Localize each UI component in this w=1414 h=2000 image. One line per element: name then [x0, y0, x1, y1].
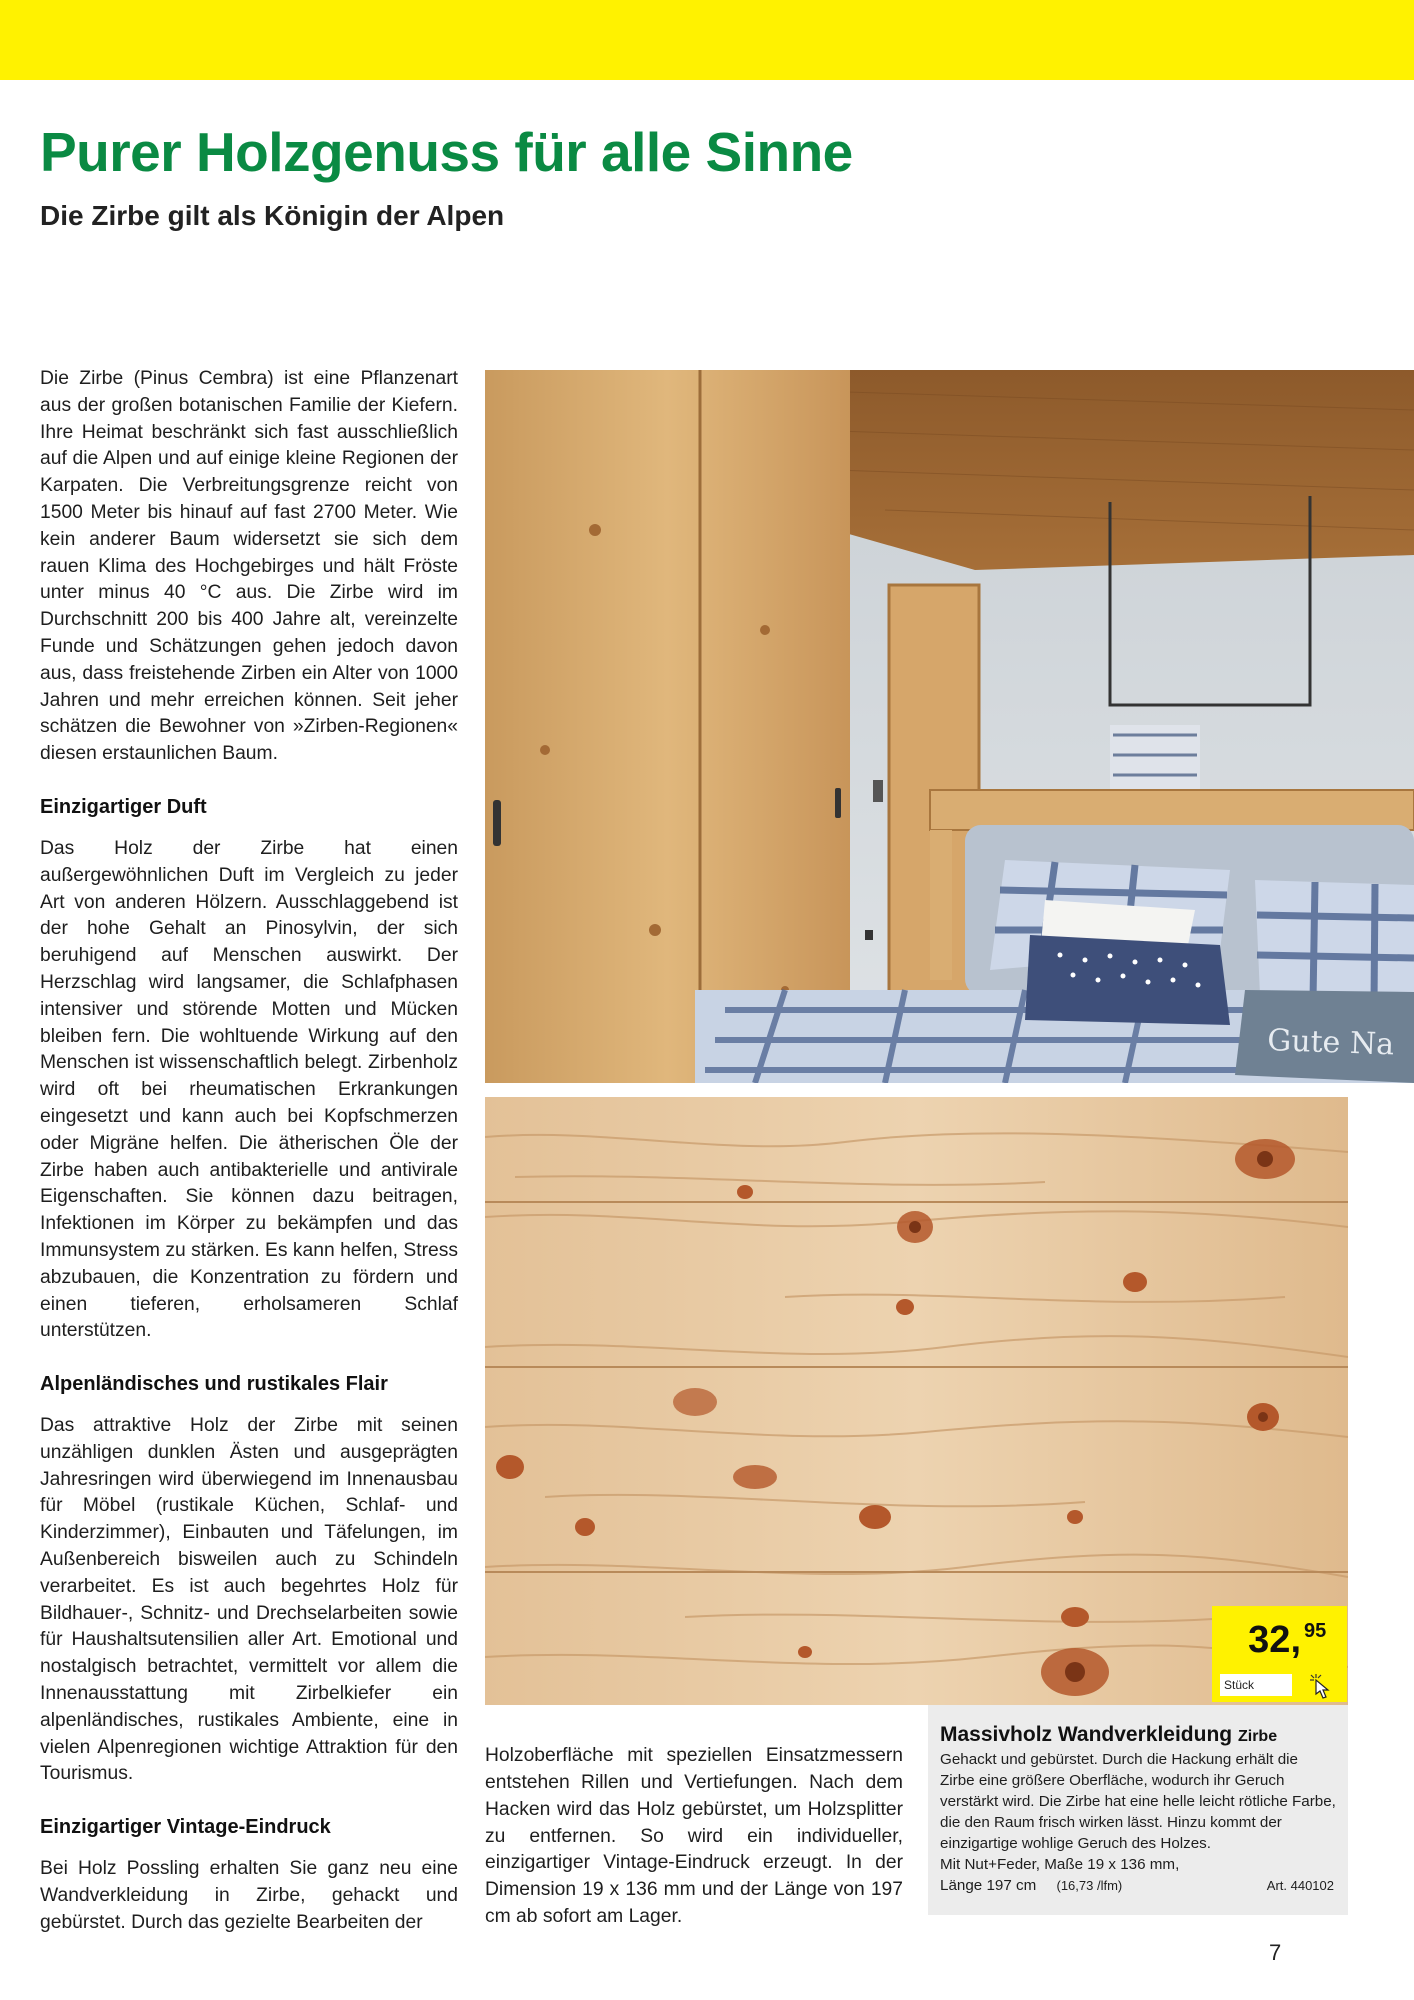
product-name-suffix: Zirbe	[1237, 1728, 1278, 1745]
product-name: Massivholz Wandverkleidung	[940, 1723, 1233, 1746]
price-decimal: 95	[1304, 1620, 1327, 1642]
product-length: Länge 197 cm	[940, 1877, 1037, 1894]
product-title	[940, 1723, 1336, 1747]
product-specs: Mit Nut+Feder, Maße 19 x 136 mm,	[940, 1856, 1180, 1873]
section-heading-duft: Einzigartiger Duft	[40, 795, 207, 818]
product-unit-price: (16,73 /lfm)	[1056, 1878, 1123, 1893]
section-text-duft: Das Holz der Zirbe hat einen außergewöhnlichen Duft im Vergleich zu jeder Art von anderen Hölzern. Ausschlaggebend ist der hohe Gehalt an Pinosylvin, der sich beruhigend auf Menschen auswirkt. Der Herzschlag wird langsamer, die Schlafphasen intensiver und störende Motten und Mücken bleiben fern. Die wohltuende Wirkung auf den Menschen ist wissenschaftlich belegt. Zirbenholz wird oft bei rheumatischen Erkrankungen eingesetzt und kann auch bei Kopfschmerzen oder Migräne helfen. Die ätherischen Öle der Zirbe haben auch antibakterielle und antivirale Eigenschaften. Sie können dazu beitragen, Infektionen im Körper zu bekämpfen und das Immunsystem zu stärken. Es kann helfen, Stress abzubauen, die Konzentration zu fördern und einen tieferen, erholsameren Schlaf unterstützen.	[40, 837, 458, 1342]
page-title: Purer Holzgenuss für alle Sinne	[40, 121, 853, 183]
page-number: 7	[1269, 1940, 1282, 1965]
price-badge	[1212, 1606, 1347, 1702]
section-heading-flair: Alpenländisches und rustikales Flair	[40, 1373, 388, 1396]
page-subtitle: Die Zirbe gilt als Königin der Alpen	[40, 200, 505, 231]
article-number: Art. 440102	[1266, 1878, 1334, 1893]
continuation-paragraph: Holzoberfläche mit speziellen Einsatzmessern entstehen Rillen und Vertiefungen. Nach dem Hacken wird das Holz gebürstet, um Holzsplitter zu entfernen. So wird ein individueller, einzigartiger Vintage-Eindruck erzeugt. In der Dimension 19 x 136 mm und der Länge von 197 cm ab sofort am Lager.	[485, 1745, 903, 1928]
header-yellow-band	[0, 0, 1414, 80]
section-text-vintage: Bei Holz Possling erhalten Sie ganz neu eine Wandverkleidung in Zirbe, gehackt und gebürstet. Durch das gezielte Bearbeiten der	[40, 1858, 458, 1933]
pillow-text: Gute Na	[1266, 1023, 1395, 1063]
section-heading-vintage: Einzigartiger Vintage-Eindruck	[40, 1816, 331, 1839]
price-integer: 32,	[1248, 1619, 1301, 1661]
product-length-row	[940, 1875, 1336, 1896]
product-box	[928, 1705, 1348, 1915]
intro-paragraph: Die Zirbe (Pinus Cembra) ist eine Pflanzenart aus der großen botanischen Familie der Kiefern. Ihre Heimat beschränkt sich fast ausschließlich auf die Alpen und auf einige kleine Regionen der Karpaten. Die Verbreitungsgrenze reicht von 1500 Meter bis hinauf auf fast 2700 Meter. Wie kein anderer Baum widersetzt sie sich dem rauen Klima des Hochgebirges und hält Fröste unter minus 40 °C aus. Die Zirbe wird im Durchschnitt 200 bis 400 Jahre alt, vereinzelte Funde und Schätzungen gehen jedoch davon aus, dass freistehende Zirben ein Alter von 1000 Jahren und mehr erreichen können. Seit jeher schätzen die Bewohner von »Zirben-Regionen« diesen erstaunlichen Baum.	[40, 368, 458, 765]
product-description: Gehackt und gebürstet. Durch die Hackung erhält die Zirbe eine größere Oberfläche, wodurch ihr Geruch verstärkt wird. Die Zirbe hat eine helle leicht rötliche Farbe, die den Raum frisch wirken lässt. Hinzu kommt der einzigartige wohlige Geruch des Holzes.	[940, 1751, 1336, 1852]
bedroom-photo	[485, 370, 1414, 1083]
click-cursor-icon[interactable]	[1308, 1672, 1338, 1700]
article-left-column	[40, 366, 458, 1937]
price-unit: Stück	[1220, 1674, 1292, 1696]
section-text-flair: Das attraktive Holz der Zirbe mit seinen unzähligen dunklen Ästen und ausgeprägten Jahresringen wird überwiegend im Innenausbau für Möbel (rustikale Küchen, Schlaf- und Kinderzimmer), Einbauten und Täfelungen, im Außenbereich bisweilen auch zu Schindeln verarbeitet. Es ist auch begehrtes Holz für Bildhauer-, Schnitz- und Drechselarbeiten sowie für Haushaltsutensilien aller Art. Emotional und nostalgisch betrachtet, vermittelt vor allem die Innenausstattung mit Zirbelkiefer ein alpenländisches, rustikales Ambiente, eine in vielen Alpenregionen wichtige Attraktion für den Tourismus.	[40, 1415, 458, 1785]
